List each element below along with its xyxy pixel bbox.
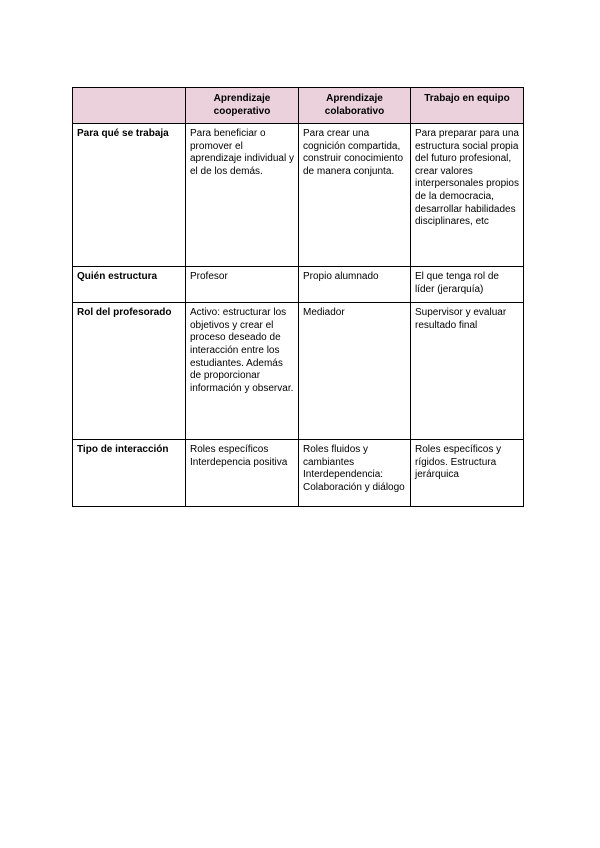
table-cell: Supervisor y evaluar resultado final (411, 303, 524, 440)
table-header-row (73, 88, 524, 124)
table-cell: Roles específicos y rígidos. Estructura jerárquica (411, 440, 524, 507)
header-cell-trabajo-en-equipo: Trabajo en equipo (411, 88, 524, 124)
header-cell-aprendizaje-colaborativo: Aprendizaje colaborativo (299, 88, 411, 124)
table-cell: Para preparar para una estructura social propia del futuro profesional, crear valores interpersonales propios de la democracia, desarrollar habilidades disciplinares, etc (411, 124, 524, 267)
table-cell: Activo: estructurar los objetivos y crear el proceso deseado de interacción entre los estudiantes. Además de proporcionar información y observar. (186, 303, 299, 440)
table-row (73, 303, 524, 440)
table-row (73, 124, 524, 267)
table-cell: Para beneficiar o promover el aprendizaje individual y el de los demás. (186, 124, 299, 267)
row-label: Quién estructura (73, 267, 186, 303)
row-label: Tipo de interacción (73, 440, 186, 507)
header-cell-empty (73, 88, 186, 124)
row-label: Rol del profesorado (73, 303, 186, 440)
table-cell: Para crear una cognición compartida, construir conocimiento de manera conjunta. (299, 124, 411, 267)
comparison-table (72, 87, 524, 507)
table-cell: Mediador (299, 303, 411, 440)
table-cell: Roles fluidos y cambiantes Interdependencia: Colaboración y diálogo (299, 440, 411, 507)
table-cell: Propio alumnado (299, 267, 411, 303)
table-row (73, 267, 524, 303)
table-cell: Roles específicos Interdepencia positiva (186, 440, 299, 507)
table-cell: Profesor (186, 267, 299, 303)
header-cell-aprendizaje-cooperativo: Aprendizaje cooperativo (186, 88, 299, 124)
table-cell: El que tenga rol de líder (jerarquía) (411, 267, 524, 303)
table-row (73, 440, 524, 507)
row-label: Para qué se trabaja (73, 124, 186, 267)
